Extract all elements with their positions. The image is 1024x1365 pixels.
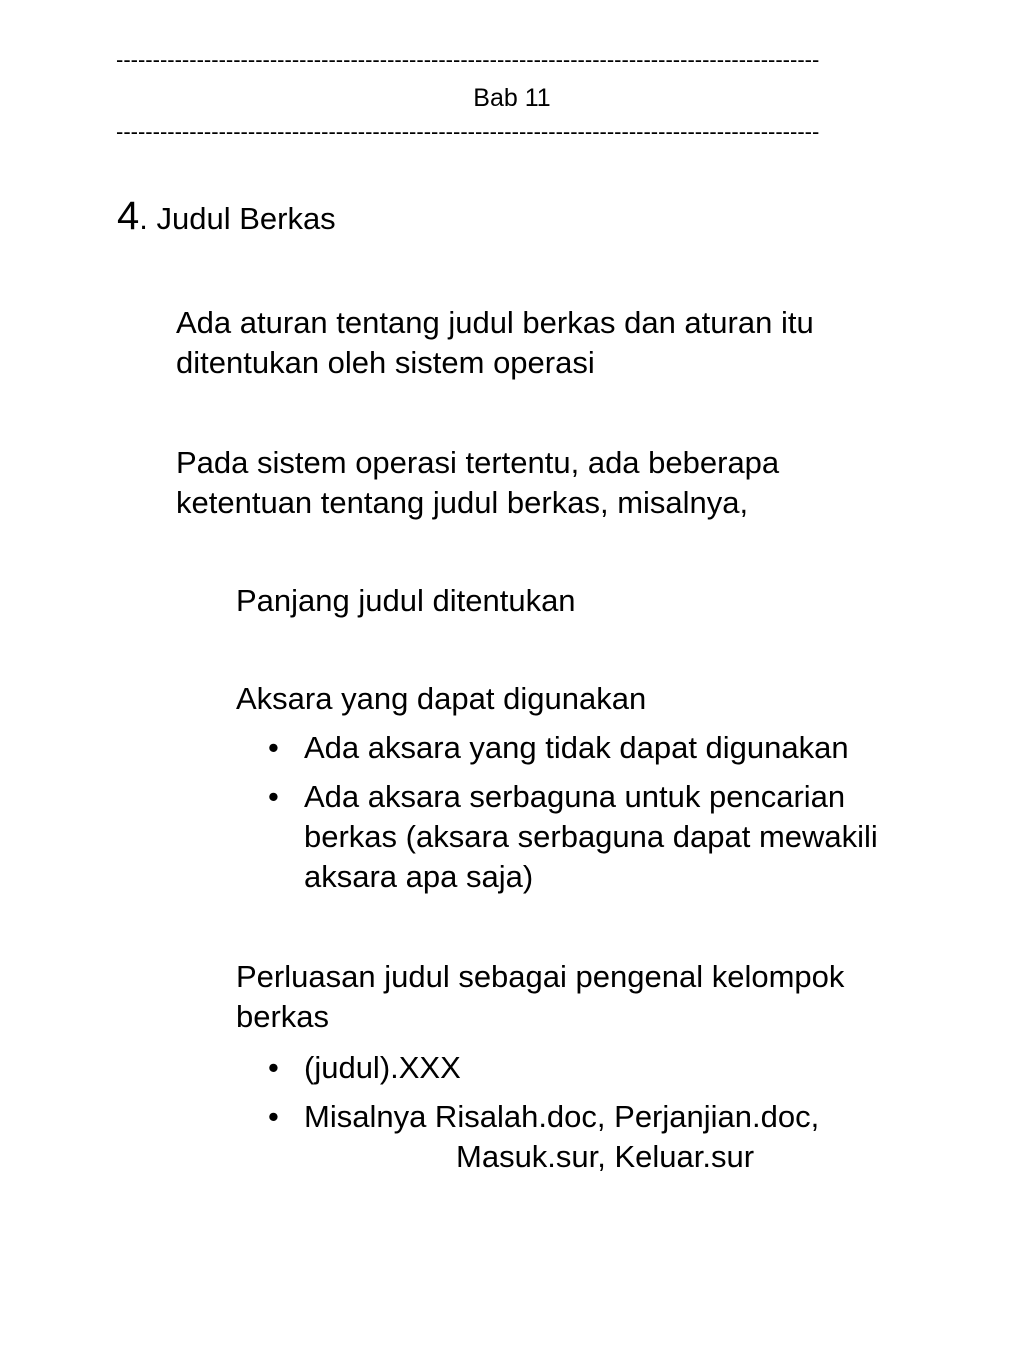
list-item-line: Aksara yang dapat digunakan <box>236 681 647 716</box>
bullet-line: Masuk.sur, Keluar.sur <box>456 1139 755 1174</box>
section-title: . Judul Berkas <box>139 201 336 236</box>
section-number: 4 <box>117 194 140 238</box>
bullet-line: Ada aksara yang tidak dapat digunakan <box>304 730 849 765</box>
list-item-length <box>236 581 996 621</box>
section-heading <box>117 194 336 241</box>
bullet-line: berkas (aksara serbaguna dapat mewakili <box>304 819 878 854</box>
list-item-extension <box>236 957 996 1037</box>
list-item-characters <box>236 679 996 719</box>
paragraph-line: ketentuan tentang judul berkas, misalnya, <box>176 485 749 520</box>
bullet-line: (judul).XXX <box>304 1050 461 1085</box>
list-item-line: berkas <box>236 999 330 1034</box>
paragraph-line: ditentukan oleh sistem operasi <box>176 345 595 380</box>
bullet-dot: • <box>268 730 279 765</box>
bullet-line: aksara apa saja) <box>304 859 534 894</box>
header-rule-bottom: ------------------------------------------------------------------------------------------------ <box>116 120 820 144</box>
list-item-line: Perluasan judul sebagai pengenal kelompok <box>236 959 845 994</box>
paragraph-examples <box>176 443 936 523</box>
header-rule-top: ------------------------------------------------------------------------------------------------ <box>116 48 820 72</box>
chapter-title: Bab 11 <box>473 84 551 112</box>
bullet-dot: • <box>268 1050 279 1085</box>
paragraph-line: Pada sistem operasi tertentu, ada beberapa <box>176 445 780 480</box>
bullet-dot: • <box>268 1099 279 1134</box>
paragraph-line: Ada aturan tentang judul berkas dan aturan itu <box>176 305 814 340</box>
list-item-line: Panjang judul ditentukan <box>236 583 576 618</box>
bullet-dot: • <box>268 779 279 814</box>
paragraph-rules <box>176 303 936 383</box>
bullet-line: Misalnya Risalah.doc, Perjanjian.doc, <box>304 1099 820 1134</box>
bullet-line: Ada aksara serbaguna untuk pencarian <box>304 779 846 814</box>
